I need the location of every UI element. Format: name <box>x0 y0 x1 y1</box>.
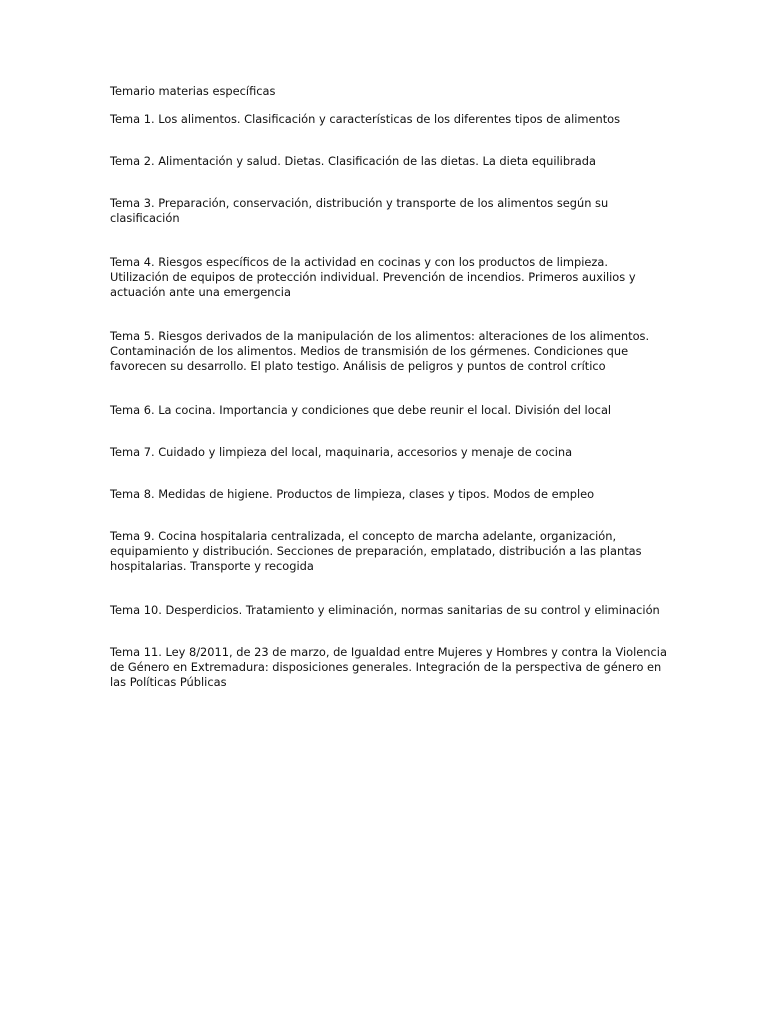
topic-2: Tema 2. Alimentación y salud. Dietas. Clasificación de las dietas. La dieta equilibrada <box>110 154 596 168</box>
topic-9: Tema 9. Cocina hospitalaria centralizada, el concepto de marcha adelante, organización, equipamiento y distribución. Secciones de preparación, emplatado, distribución a las plantas hospitalarias. Transporte y recogida <box>110 529 642 573</box>
document-title: Temario materias específicas <box>110 84 276 98</box>
topic-3: Tema 3. Preparación, conservación, distribución y transporte de los alimentos según su clasificación <box>110 196 609 225</box>
topic-1: Tema 1. Los alimentos. Clasificación y características de los diferentes tipos de alimentos <box>110 112 621 126</box>
topic-10: Tema 10. Desperdicios. Tratamiento y eliminación, normas sanitarias de su control y eliminación <box>110 603 660 617</box>
topic-6: Tema 6. La cocina. Importancia y condiciones que debe reunir el local. División del local <box>110 403 612 417</box>
document-content <box>110 84 670 690</box>
topic-8: Tema 8. Medidas de higiene. Productos de limpieza, clases y tipos. Modos de empleo <box>110 487 595 501</box>
topic-4: Tema 4. Riesgos específicos de la actividad en cocinas y con los productos de limpieza. Utilización de equipos de protección individual. Prevención de incendios. Primeros auxilios y actuación ante una emergencia <box>110 255 636 299</box>
topic-7: Tema 7. Cuidado y limpieza del local, maquinaria, accesorios y menaje de cocina <box>110 445 573 459</box>
topic-11: Tema 11. Ley 8/2011, de 23 de marzo, de Igualdad entre Mujeres y Hombres y contra la Violencia de Género en Extremadura: disposiciones generales. Integración de la perspectiva de género en las Políticas Públicas <box>110 645 667 689</box>
topic-5: Tema 5. Riesgos derivados de la manipulación de los alimentos: alteraciones de los alimentos. Contaminación de los alimentos. Medios de transmisión de los gérmenes. Condiciones que favorecen su desarrollo. El plato testigo. Análisis de peligros y puntos de control crítico <box>110 329 650 373</box>
